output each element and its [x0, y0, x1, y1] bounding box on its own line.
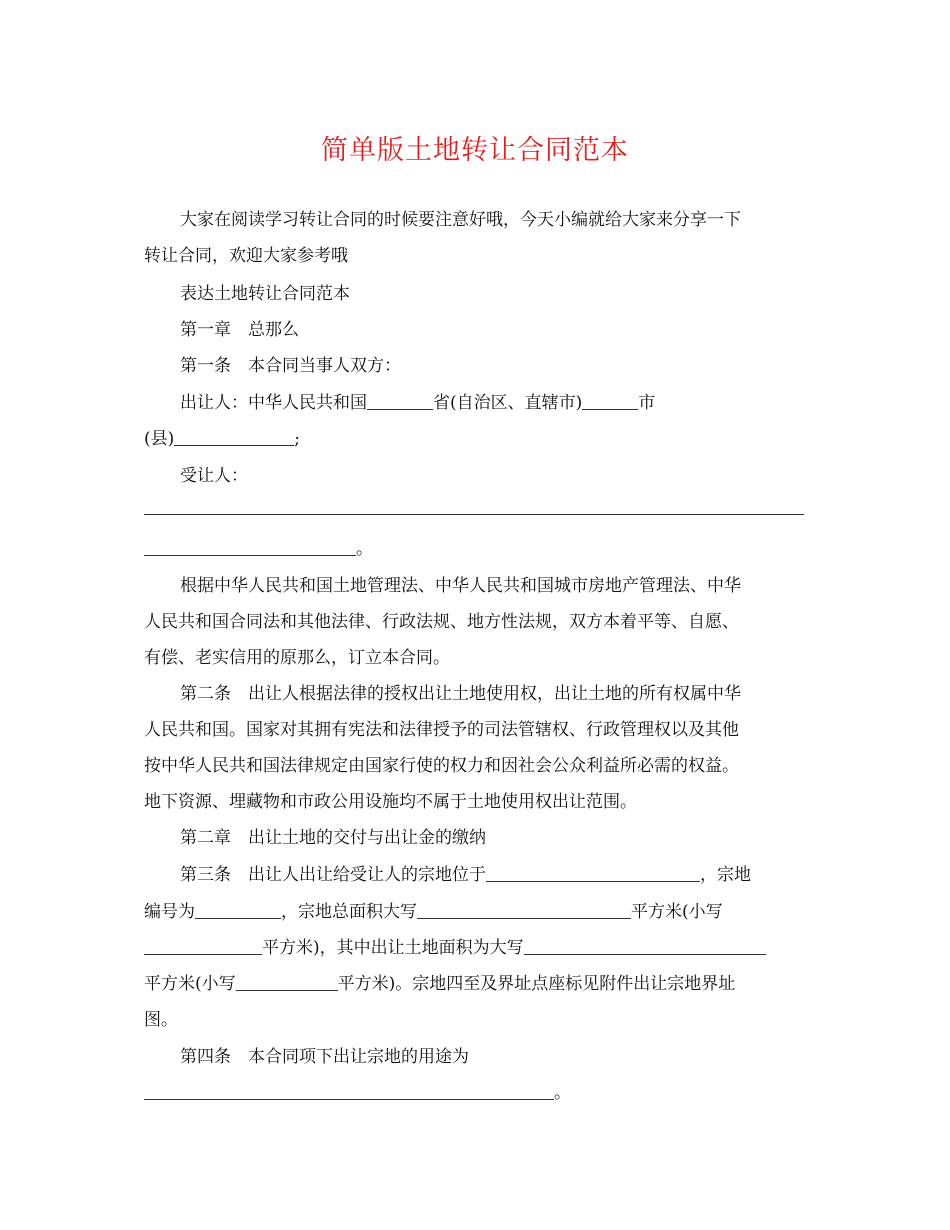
- transfer-area-upper-blank[interactable]: [524, 937, 766, 955]
- art3-sqm-lower-label: 平方米(小写: [144, 974, 236, 994]
- basis-line-1: 根据中华人民共和国土地管理法、中华人民共和国城市房地产管理法、中华: [180, 576, 741, 596]
- article-2-line-3: 按中华人民共和国法律规定由国家行使的权力和因社会公众利益所必需的权益。: [144, 756, 739, 776]
- province-label: 省(自治区、直辖市): [433, 393, 583, 413]
- county-blank[interactable]: [174, 428, 294, 446]
- chapter-2-heading: 第二章 出让土地的交付与出让金的缴纳: [180, 828, 486, 848]
- parcel-number-blank[interactable]: [195, 901, 281, 919]
- total-area-upper-blank[interactable]: [417, 901, 631, 919]
- article-2-line-1: 第二条 出让人根据法律的授权出让土地使用权，出让土地的所有权属中华: [180, 684, 741, 704]
- article-3-line-1: [180, 863, 751, 887]
- art3-boundary-text: 平方米)。宗地四至及界址点座标见附件出让宗地界址: [337, 974, 736, 994]
- article-4-period: 。: [554, 1083, 571, 1103]
- basis-line-2: 人民共和国合同法和其他法律、行政法规、地方性法规，双方本着平等、自愿、: [144, 612, 739, 632]
- transferor-line: [180, 391, 655, 415]
- article-3-line-2: [144, 900, 723, 924]
- transferee-label: 受让人：: [180, 466, 248, 486]
- article-3-line-3: [144, 936, 766, 960]
- article-2-line-4: 地下资源、埋藏物和市政公用设施均不属于土地使用权出让范围。: [144, 792, 637, 812]
- art3-sqm-label: 平方米(小写: [631, 902, 723, 922]
- province-blank[interactable]: [367, 392, 433, 410]
- transferor-label: 出让人：中华人民共和国: [180, 393, 367, 413]
- county-end: ;: [294, 429, 300, 449]
- county-line: [144, 427, 300, 451]
- article-4: 第四条 本合同项下出让宗地的用途为: [180, 1047, 469, 1067]
- transfer-area-lower-blank[interactable]: [236, 973, 338, 991]
- article-3-line-5: 图。: [144, 1010, 178, 1030]
- basis-line-3: 有偿、老实信用的原那么，订立本合同。: [144, 648, 450, 668]
- article-4-line-2: [144, 1081, 571, 1105]
- transferee-period: 。: [356, 539, 373, 559]
- intro-line-2: 转让合同，欢迎大家参考哦: [144, 246, 348, 266]
- document-title: 简单版土地转让合同范本: [321, 135, 629, 166]
- art3-parcel-label: ，宗地: [700, 865, 751, 885]
- city-blank[interactable]: [582, 392, 638, 410]
- article-1: 第一条 本合同当事人双方：: [180, 356, 401, 376]
- art3-number-label: 编号为: [144, 902, 195, 922]
- art3-location-label: 第三条 出让人出让给受让人的宗地位于: [180, 865, 486, 885]
- article-3-line-4: [144, 972, 735, 996]
- sub-title: 表达土地转让合同范本: [180, 284, 350, 304]
- art3-transfer-area-label: 平方米)，其中出让土地面积为大写: [262, 938, 524, 958]
- transferee-blank-1[interactable]: [144, 514, 804, 515]
- art3-area-label: ，宗地总面积大写: [281, 902, 417, 922]
- transferee-line-2: [144, 537, 373, 561]
- intro-line-1: 大家在阅读学习转让合同的时候要注意好哦，今天小编就给大家来分享一下: [180, 210, 741, 230]
- land-use-blank[interactable]: [144, 1082, 554, 1100]
- city-label: 市: [638, 393, 656, 413]
- total-area-lower-blank[interactable]: [144, 937, 262, 955]
- location-blank[interactable]: [486, 864, 700, 882]
- county-label: (县): [144, 429, 175, 449]
- transferee-blank-2[interactable]: [144, 538, 356, 556]
- article-2-line-2: 人民共和国。国家对其拥有宪法和法律授予的司法管辖权、行政管理权以及其他: [144, 720, 739, 740]
- chapter-1-heading: 第一章 总那么: [180, 320, 299, 340]
